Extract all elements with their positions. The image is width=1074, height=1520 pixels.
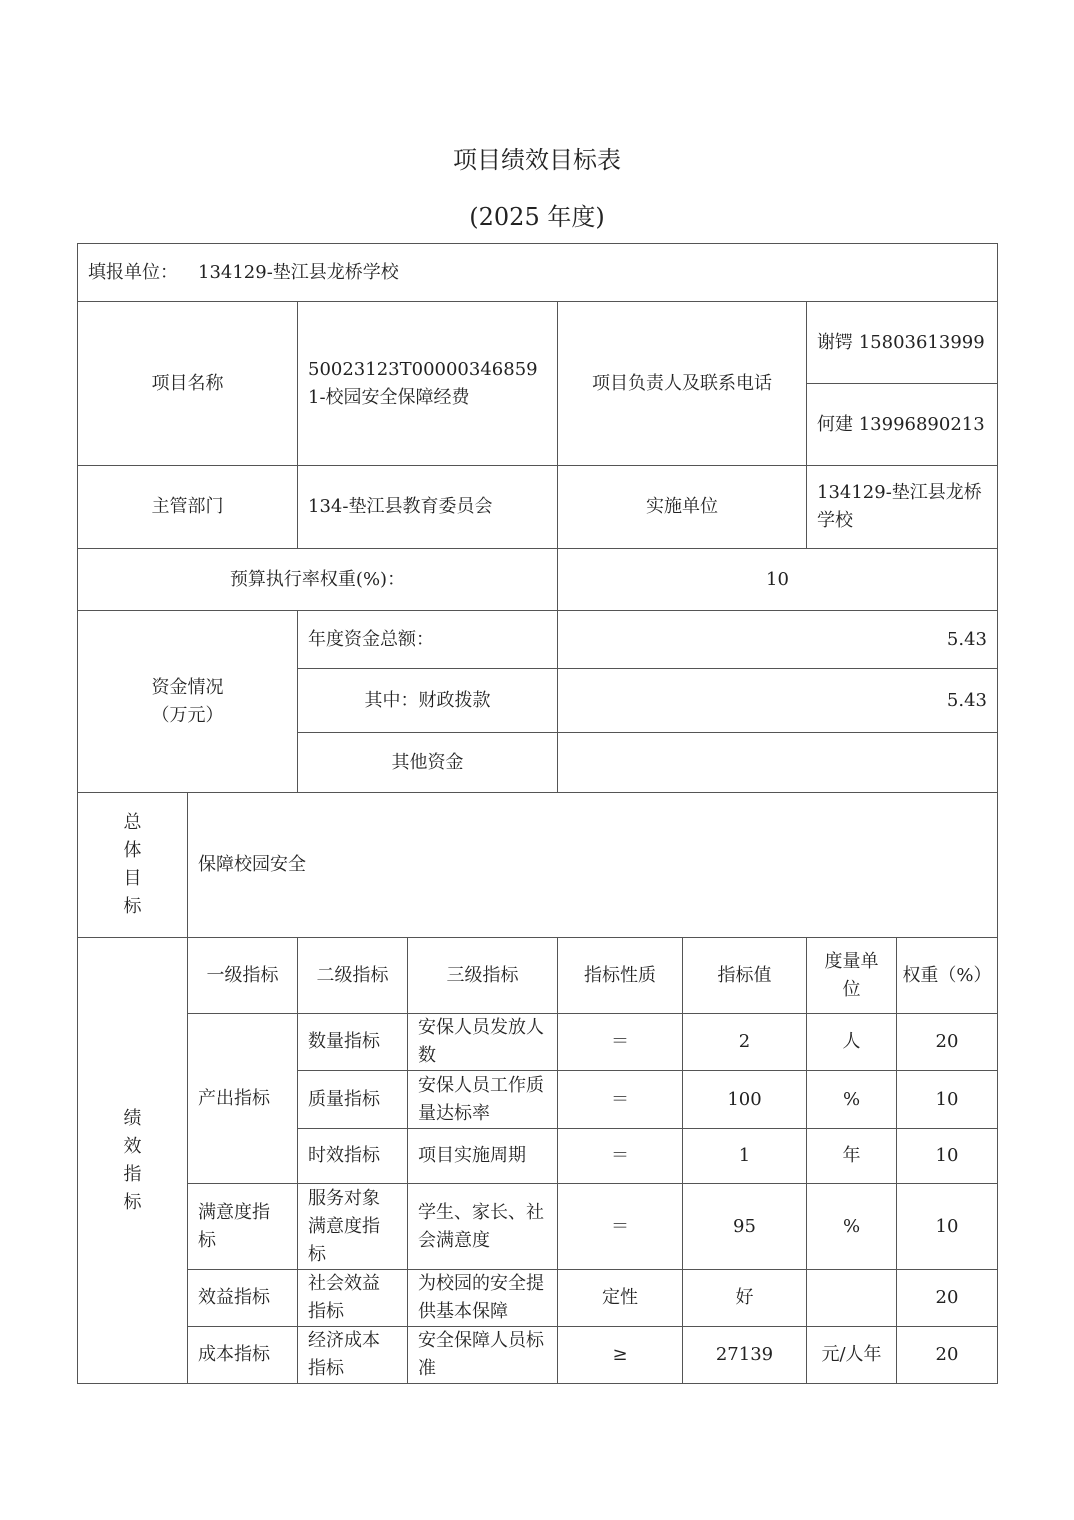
- unit-label: 填报单位：: [88, 261, 178, 283]
- funds-other-value: [557, 732, 998, 793]
- row-4-value: 好: [682, 1269, 807, 1327]
- header-level3: 三级指标: [407, 937, 558, 1014]
- row-3-weight: 10: [896, 1183, 998, 1270]
- project-name-value: 50023123T000003468591-校园安全保障经费: [297, 301, 558, 466]
- group-output: 产出指标: [187, 1013, 298, 1184]
- row-3-nature: ＝: [557, 1183, 683, 1270]
- row-2-level3: 项目实施周期: [407, 1128, 558, 1184]
- implementer-value: 134129-垫江县龙桥学校: [806, 465, 998, 549]
- row-0-unit: 人: [806, 1013, 897, 1071]
- row-2-unit: 年: [806, 1128, 897, 1184]
- row-2-level2: 时效指标: [297, 1128, 408, 1184]
- row-1-level2: 质量指标: [297, 1070, 408, 1129]
- row-5-nature: ≥: [557, 1326, 683, 1384]
- funds-label: [77, 610, 298, 793]
- overall-goal-value: 保障校园安全: [187, 792, 998, 938]
- contact-label: 项目负责人及联系电话: [557, 301, 807, 466]
- contact-person-2: 何建 13996890213: [806, 383, 998, 466]
- header-weight: 权重（%）: [896, 937, 998, 1014]
- row-1-weight: 10: [896, 1070, 998, 1129]
- row-1-value: 100: [682, 1070, 807, 1129]
- group-benefit: 效益指标: [187, 1269, 298, 1327]
- header-unit: 度量单位: [806, 937, 897, 1014]
- indicators-label: [77, 937, 188, 1384]
- contact-person-1: 谢锷 15803613999: [806, 301, 998, 384]
- unit-row: [77, 243, 998, 302]
- row-4-unit: [806, 1269, 897, 1327]
- header-nature: 指标性质: [557, 937, 683, 1014]
- budget-weight-label: 预算执行率权重(%)：: [77, 548, 558, 611]
- row-4-level2: 社会效益指标: [297, 1269, 408, 1327]
- row-5-level3: 安全保障人员标准: [407, 1326, 558, 1384]
- row-4-weight: 20: [896, 1269, 998, 1327]
- row-5-level2: 经济成本指标: [297, 1326, 408, 1384]
- row-5-weight: 20: [896, 1326, 998, 1384]
- funds-fiscal-label: 其中：财政拨款: [297, 668, 558, 733]
- unit-value: 134129-垫江县龙桥学校: [198, 261, 399, 283]
- row-3-value: 95: [682, 1183, 807, 1270]
- row-0-weight: 20: [896, 1013, 998, 1071]
- overall-goal-label: [77, 792, 188, 938]
- header-value: 指标值: [682, 937, 807, 1014]
- page-title: 项目绩效目标表: [453, 146, 621, 174]
- header-level2: 二级指标: [297, 937, 408, 1014]
- page-subtitle: (2025 年度): [469, 203, 605, 231]
- group-cost: 成本指标: [187, 1326, 298, 1384]
- row-5-unit: 元/人年: [806, 1326, 897, 1384]
- row-0-level3: 安保人员发放人数: [407, 1013, 558, 1071]
- row-5-value: 27139: [682, 1326, 807, 1384]
- funds-total-value: 5.43: [557, 610, 998, 669]
- indicators-label-text: 绩效指标: [123, 1107, 142, 1213]
- row-4-level3: 为校园的安全提供基本保障: [407, 1269, 558, 1327]
- row-0-level2: 数量指标: [297, 1013, 408, 1071]
- implementer-label: 实施单位: [557, 465, 807, 549]
- row-3-level2: 服务对象满意度指标: [297, 1183, 408, 1270]
- header-level1: 一级指标: [187, 937, 298, 1014]
- funds-total-label: 年度资金总额：: [297, 610, 558, 669]
- funds-label-text: 资金情况（万元）: [151, 676, 224, 726]
- row-0-value: 2: [682, 1013, 807, 1071]
- budget-weight-value: 10: [557, 548, 998, 611]
- row-1-unit: %: [806, 1070, 897, 1129]
- row-2-nature: ＝: [557, 1128, 683, 1184]
- row-0-nature: ＝: [557, 1013, 683, 1071]
- row-2-value: 1: [682, 1128, 807, 1184]
- group-satisfaction: 满意度指标: [187, 1183, 298, 1270]
- row-3-level3: 学生、家长、社会满意度: [407, 1183, 558, 1270]
- overall-goal-label-text: 总体目标: [123, 812, 142, 917]
- row-1-level3: 安保人员工作质量达标率: [407, 1070, 558, 1129]
- funds-other-label: 其他资金: [297, 732, 558, 793]
- row-2-weight: 10: [896, 1128, 998, 1184]
- project-name-label: 项目名称: [77, 301, 298, 466]
- row-1-nature: ＝: [557, 1070, 683, 1129]
- row-4-nature: 定性: [557, 1269, 683, 1327]
- row-3-unit: %: [806, 1183, 897, 1270]
- department-label: 主管部门: [77, 465, 298, 549]
- department-value: 134-垫江县教育委员会: [297, 465, 558, 549]
- funds-fiscal-value: 5.43: [557, 668, 998, 733]
